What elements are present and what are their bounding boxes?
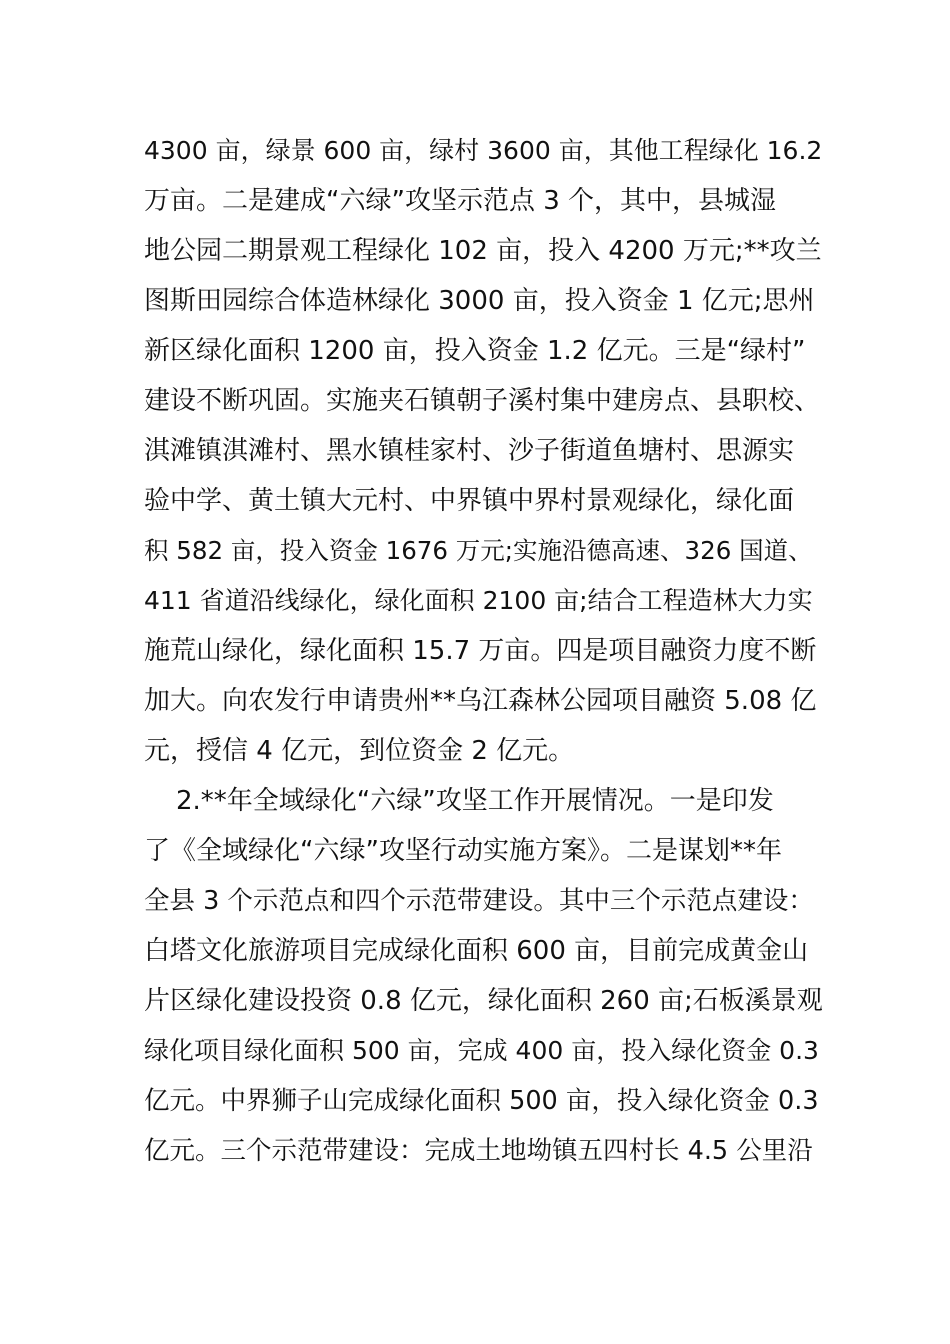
text-line: 白塔文化旅游项目完成绿化面积 600 亩，目前完成黄金山 bbox=[144, 936, 809, 966]
text-line: 亿元。中界狮子山完成绿化面积 500 亩，投入绿化资金 0.3 bbox=[144, 1086, 819, 1116]
paragraph-start-line: 2.**年全域绿化“六绿”攻坚工作开展情况。一是印发 bbox=[176, 786, 774, 816]
text-line: 全县 3 个示范点和四个示范带建设。其中三个示范点建设： bbox=[144, 886, 814, 916]
text-line: 新区绿化面积 1200 亩，投入资金 1.2 亿元。三是“绿村” bbox=[144, 336, 806, 366]
text-line: 亿元。三个示范带建设：完成土地坳镇五四村长 4.5 公里沿 bbox=[144, 1136, 813, 1166]
text-line: 建设不断巩固。实施夹石镇朝子溪村集中建房点、县职校、 bbox=[144, 386, 821, 416]
text-line: 411 省道沿线绿化，绿化面积 2100 亩;结合工程造林大力实 bbox=[144, 586, 813, 615]
text-line: 4300 亩，绿景 600 亩，绿村 3600 亩，其他工程绿化 16.2 bbox=[144, 136, 823, 165]
text-line: 施荒山绿化，绿化面积 15.7 万亩。四是项目融资力度不断 bbox=[144, 636, 817, 666]
text-line: 绿化项目绿化面积 500 亩，完成 400 亩，投入绿化资金 0.3 bbox=[144, 1036, 819, 1065]
body-text bbox=[144, 126, 824, 1176]
text-line: 万亩。二是建成“六绿”攻坚示范点 3 个，其中，县城湿 bbox=[144, 186, 777, 216]
text-line: 元，授信 4 亿元，到位资金 2 亿元。 bbox=[144, 736, 575, 766]
text-line: 图斯田园综合体造林绿化 3000 亩，投入资金 1 亿元;思州 bbox=[144, 286, 815, 316]
text-line: 淇滩镇淇滩村、黑水镇桂家村、沙子街道鱼塘村、思源实 bbox=[144, 436, 795, 466]
text-line: 加大。向农发行申请贵州**乌江森林公园项目融资 5.08 亿 bbox=[144, 686, 817, 716]
text-line: 片区绿化建设投资 0.8 亿元，绿化面积 260 亩;石板溪景观 bbox=[144, 986, 823, 1016]
text-line: 了《全域绿化“六绿”攻坚行动实施方案》。二是谋划**年 bbox=[144, 836, 782, 866]
text-line: 积 582 亩，投入资金 1676 万元;实施沿德高速、326 国道、 bbox=[144, 536, 813, 565]
text-line: 地公园二期景观工程绿化 102 亩，投入 4200 万元;**攻兰 bbox=[144, 236, 822, 266]
text-line: 验中学、黄土镇大元村、中界镇中界村景观绿化，绿化面 bbox=[144, 486, 795, 516]
